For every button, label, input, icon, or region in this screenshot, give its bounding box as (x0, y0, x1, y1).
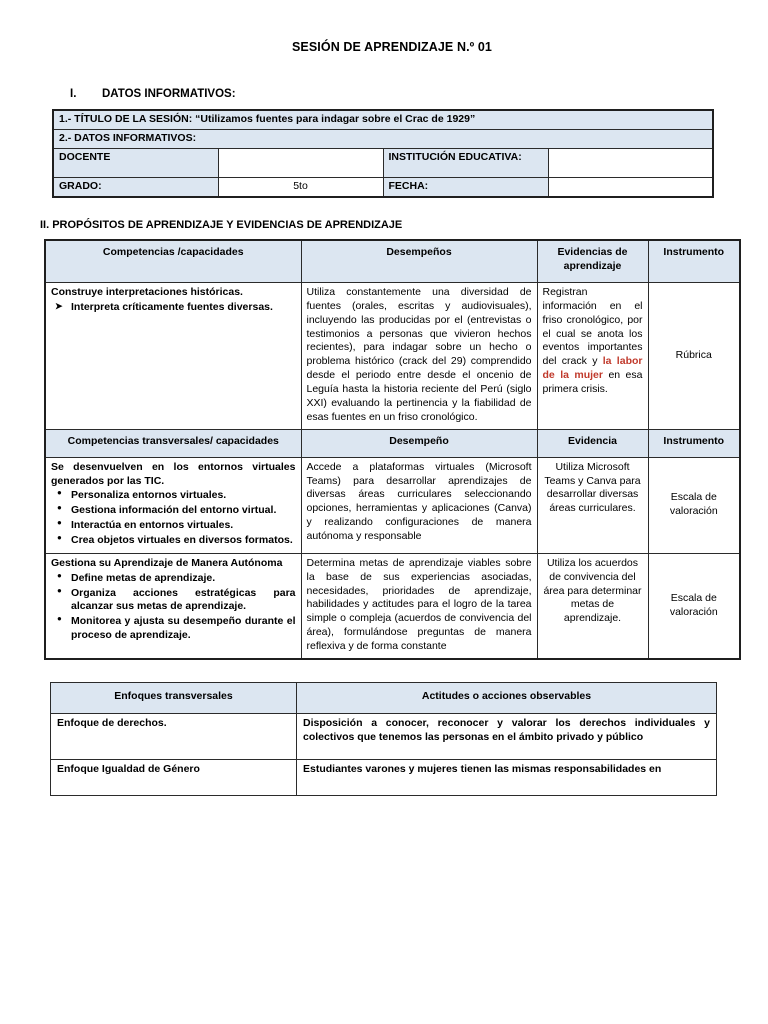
cell-instrumento-2: Escala de valoración (648, 457, 740, 553)
table-header-row-1 (45, 240, 740, 283)
titulo-sesion-cell: 1.- TÍTULO DE LA SESIÓN: “Utilizamos fuentes para indagar sobre el Crac de 1929” (53, 110, 713, 129)
section-heading-datos-informativos (40, 88, 738, 100)
header-evidencia: Evidencia (537, 429, 648, 457)
header-desempeno: Desempeño (301, 429, 537, 457)
header-competencias-capacidades: Competencias /capacidades (45, 240, 301, 283)
section-numeral-i: I. (70, 88, 77, 100)
grado-value-cell[interactable]: 5to (218, 177, 383, 196)
cell-enfoque-nombre: Enfoque de derechos. (51, 713, 297, 759)
list-item: ● Monitorea y ajusta su desempeño durante el proceso de aprendizaje. (71, 615, 296, 643)
competencia-title: Gestiona su Aprendizaje de Manera Autónoma (51, 556, 283, 569)
header-actitudes-observables: Actitudes o acciones observables (297, 682, 717, 713)
header-desempenos: Desempeños (301, 240, 537, 283)
header-enfoques-transversales: Enfoques transversales (51, 682, 297, 713)
list-item: ● Interactúa en entornos virtuales. (71, 519, 296, 533)
header-competencias-transversales: Competencias transversales/ capacidades (45, 429, 301, 457)
cell-evidencia-3: Utiliza los acuerdos de convivencia del área para determinar metas de aprendizaje. (537, 553, 648, 659)
header-evidencias-aprendizaje: Evidencias de aprendizaje (537, 240, 648, 283)
evidencia-text-after: en esa primera crisis. (542, 369, 643, 395)
header-instrumento-2: Instrumento (648, 429, 740, 457)
list-item: ● Personaliza entornos virtuales. (71, 489, 296, 503)
fecha-value-cell[interactable] (548, 177, 713, 196)
evidencia-text-before: Registran información en el friso cronológico, por el cual se anota los eventos importantes del crack y (542, 285, 643, 368)
table-row-entornos-virtuales (45, 457, 740, 553)
institucion-label-cell: INSTITUCIÓN EDUCATIVA: (383, 148, 548, 177)
list-item: ➤ Interpreta críticamente fuentes diversas. (71, 301, 296, 315)
cell-desempeno-1: Utiliza constantemente una diversidad de fuentes (orales, escritas y audiovisuales), incluyendo las producidas por el (entrevistas o testimonios a personas que vivieron hechos recientes), para indagar sobre un hecho o problema histórico (crack del 29) comprendido desde el periodo entre desde el oncenio de Leguía hasta la historia reciente del Perú (siglo XXI) evaluando la pertinencia y la fiabilidad de esas fuentes en un friso cronológico. (301, 282, 537, 429)
section-label-i: DATOS INFORMATIVOS: (102, 88, 236, 100)
competencia-title: Construye interpretaciones históricas. (51, 285, 243, 298)
capacidades-list (51, 301, 296, 315)
page-title: SESIÓN DE APRENDIZAJE N.º 01 (291, 40, 492, 54)
table-row-grado (53, 177, 713, 196)
datos-informativos-table (52, 109, 714, 198)
cell-evidencia-1 (537, 282, 648, 429)
cell-enfoque-actitud: Disposición a conocer, reconocer y valorar los derechos individuales y colectivos que tenemos las personas en el ámbito privado y público (297, 713, 717, 759)
cell-instrumento-3: Escala de valoración (648, 553, 740, 659)
evidencia-highlight: la labor de la mujer (542, 355, 643, 382)
capacidades-list (51, 489, 296, 547)
cell-evidencia-2: Utiliza Microsoft Teams y Canva para desarrollar diversas áreas curriculares. (537, 457, 648, 553)
header-instrumento: Instrumento (648, 240, 740, 283)
cell-competencia-tic (45, 457, 301, 553)
table-row-construye-interpretaciones (45, 282, 740, 429)
propositos-aprendizaje-table (44, 239, 741, 660)
list-item: ● Gestiona información del entorno virtual. (71, 504, 296, 518)
table-header-row-enfoques (51, 682, 717, 713)
table-row-datos-informativos (53, 129, 713, 148)
datos-informativos-cell: 2.- DATOS INFORMATIVOS: (53, 129, 713, 148)
cell-enfoque-nombre: Enfoque Igualdad de Género (51, 759, 297, 795)
table-row-titulo-sesion (53, 110, 713, 129)
list-item: ● Organiza acciones estratégicas para alcanzar sus metas de aprendizaje. (71, 587, 296, 615)
table-row-enfoque-derechos (51, 713, 717, 759)
cell-instrumento-1: Rúbrica (648, 282, 740, 429)
enfoques-transversales-table (50, 682, 717, 796)
grado-label-cell: GRADO: (53, 177, 218, 196)
table-row-aprendizaje-autonomo (45, 553, 740, 659)
competencia-title: Se desenvuelven en los entornos virtuales generados por las TIC. (51, 460, 296, 487)
table-header-row-2 (45, 429, 740, 457)
institucion-value-cell[interactable] (548, 148, 713, 177)
list-item: ● Define metas de aprendizaje. (71, 572, 296, 586)
table-row-enfoque-igualdad-genero (51, 759, 717, 795)
cell-desempeno-2: Accede a plataformas virtuales (Microsoft Teams) para desarrollar aprendizajes de diversas áreas curriculares seleccionando opciones, herramientas y aplicaciones (Canva) y realizando configuraciones de manera autónoma y responsable (301, 457, 537, 553)
cell-competencia-autonoma (45, 553, 301, 659)
docente-label-cell: DOCENTE (53, 148, 218, 177)
cell-desempeno-3: Determina metas de aprendizaje viables sobre la base de sus experiencias asociadas, necesidades, prioridades de aprendizaje, habilidades y actitudes para el logro de la tarea simple o compleja (acuerdos de convivencia del área), formulándose preguntas de manera reflexiva y de forma constante (301, 553, 537, 659)
cell-enfoque-actitud: Estudiantes varones y mujeres tienen las mismas responsabilidades en (297, 759, 717, 795)
fecha-label-cell: FECHA: (383, 177, 548, 196)
capacidades-list (51, 572, 296, 643)
list-item: ● Crea objetos virtuales en diversos formatos. (71, 534, 296, 548)
cell-competencia-historica (45, 282, 301, 429)
table-row-docente (53, 148, 713, 177)
section-heading-propositos: II. PROPÓSITOS DE APRENDIZAJE Y EVIDENCIAS DE APRENDIZAJE (40, 218, 403, 231)
docente-value-cell[interactable] (218, 148, 383, 177)
